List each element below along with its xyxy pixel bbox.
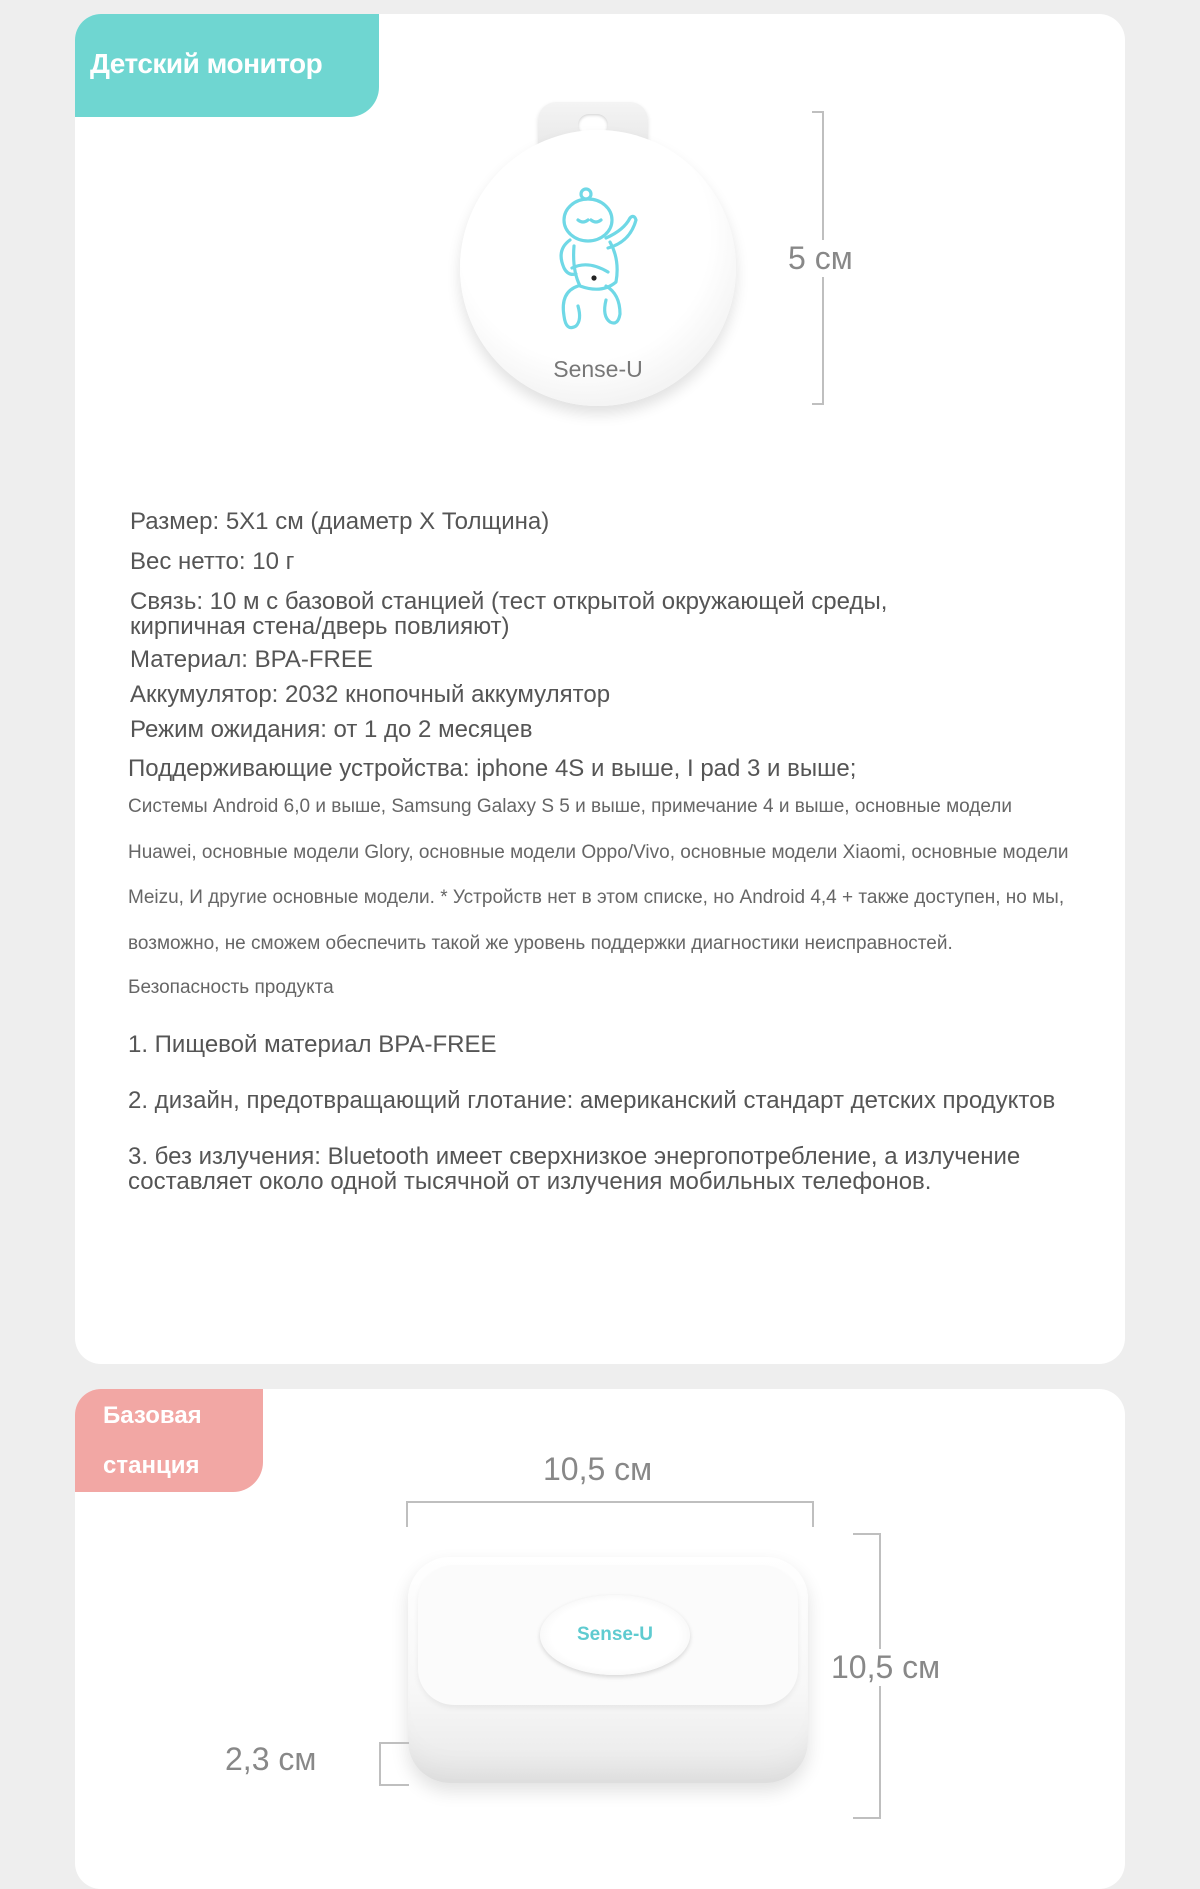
spec-range-1: Связь: 10 м с базовой станцией (тест открытой окружающей среды, (130, 588, 888, 615)
spec-standby: Режим ожидания: от 1 до 2 месяцев (130, 716, 533, 743)
base-station-tag (75, 1389, 263, 1492)
devices-line-3: Meizu, И другие основные модели. * Устройств нет в этом списке, но Android 4,4 + также доступен, но мы, (128, 887, 1065, 908)
spec-battery: Аккумулятор: 2032 кнопочный аккумулятор (130, 681, 611, 708)
base-station-top (418, 1565, 798, 1705)
monitor-brand: Sense-U (553, 356, 643, 382)
spec-devices: Поддерживающие устройства: iphone 4S и выше, I pad 3 и выше; (128, 755, 857, 782)
height-label: 2,3 см (219, 1741, 322, 1778)
base-station-image (408, 1557, 808, 1783)
diameter-label: 5 см (782, 240, 859, 277)
base-tag-line-2: станция (103, 1452, 200, 1479)
spec-size: Размер: 5X1 см (диаметр X Толщина) (130, 508, 550, 535)
baby-icon (548, 186, 648, 346)
safety-heading: Безопасность продукта (128, 977, 334, 998)
monitor-image (460, 102, 760, 432)
base-station-card (75, 1389, 1125, 1889)
spec-range-2: кирпичная стена/дверь повлияют) (130, 613, 510, 640)
height-bracket (379, 1742, 409, 1786)
spec-material: Материал: BPA-FREE (130, 646, 373, 673)
devices-line-4: возможно, не сможем обеспечить такой же уровень поддержки диагностики неисправностей. (128, 933, 953, 954)
safety-item-3b: составляет около одной тысячной от излучения мобильных телефонов. (128, 1168, 932, 1195)
devices-line-1: Системы Android 6,0 и выше, Samsung Galaxy S 5 и выше, примечание 4 и выше, основные модели (128, 796, 1013, 817)
monitor-disc (460, 130, 736, 406)
devices-line-2: Huawei, основные модели Glory, основные модели Oppo/Vivo, основные модели Xiaomi, основные модели (128, 842, 1069, 863)
depth-label: 10,5 см (825, 1649, 946, 1686)
base-logo: Sense-U (540, 1595, 690, 1675)
base-tag-line-1: Базовая (103, 1402, 202, 1429)
safety-item-3a: 3. без излучения: Bluetooth имеет сверхнизкое энергопотребление, а излучение (128, 1143, 1021, 1170)
monitor-tag: Детский монитор (75, 14, 379, 117)
width-label: 10,5 см (537, 1451, 658, 1488)
spec-weight: Вес нетто: 10 г (130, 548, 295, 575)
monitor-card (75, 14, 1125, 1364)
safety-item-2: 2. дизайн, предотвращающий глотание: американский стандарт детских продуктов (128, 1087, 1056, 1114)
width-bracket (406, 1501, 814, 1527)
safety-item-1: 1. Пищевой материал BPA-FREE (128, 1031, 497, 1058)
